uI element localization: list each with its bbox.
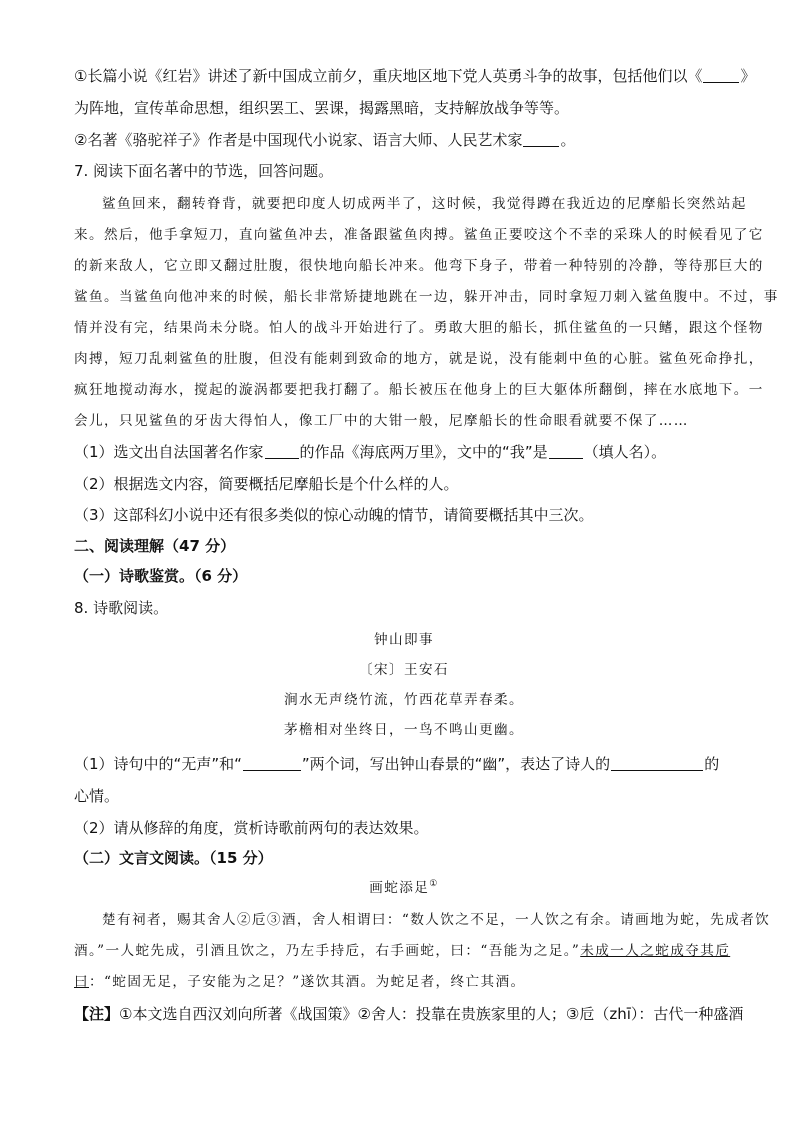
classical-line2-text: 酒。”一人蛇先成，引酒且饮之，乃左手持卮，右手画蛇，曰：“吾能为之足。” xyxy=(74,943,581,959)
q8-sub1-line1 xyxy=(74,754,734,774)
q7-passage-line: 肉搏，短刀乱刺鲨鱼的肚腹，但没有能刺到致命的地方，就是说，没有能刺中鱼的心脏。鲨鱼死命挣扎， xyxy=(74,351,764,367)
classical-title xyxy=(74,878,734,898)
q8-stem: 8. 诗歌阅读。 xyxy=(74,599,169,617)
answer-blank[interactable] xyxy=(265,443,299,459)
q8-sub1-line2: 心情。 xyxy=(74,787,120,805)
answer-blank[interactable] xyxy=(549,443,583,459)
footnote-marker: ① xyxy=(429,879,439,889)
answer-blank[interactable] xyxy=(611,755,703,771)
q7-passage-line: 鲨鱼。当鲨鱼向他冲来的时候，船长非常矫捷地跳在一边，躲开冲击，同时拿短刀刺入鲨鱼腹中。不过，事 xyxy=(74,289,779,305)
q7-sub1 xyxy=(74,442,734,462)
answer-blank[interactable] xyxy=(523,131,559,147)
q8-sub2: （2）请从修辞的角度，赏析诗歌前两句的表达效果。 xyxy=(74,819,429,837)
q7-passage-line: 的新来敌人，它立即又翻过肚腹，很快地向船长冲来。他弯下身子，带着一种特别的冷静，等待那巨大的 xyxy=(74,258,764,274)
q6-item1-line2: 为阵地，宣传革命思想，组织罢工、罢课，揭露黑暗，支持解放战争等等。 xyxy=(74,99,570,117)
q8-sub1-text-a: （1）诗句中的“无声”和“ xyxy=(74,755,242,773)
note-text: ①本文选自西汉刘向所著《战国策》②舍人：投靠在贵族家里的人；③卮（zhī）：古代一种盛酒 xyxy=(119,1005,744,1023)
q7-stem: 7. 阅读下面名著中的节选，回答问题。 xyxy=(74,162,334,180)
q7-passage-line: 会儿，只见鲨鱼的牙齿大得怕人，像工厂中的大钳一般，尼摩船长的性命眼看就要不保了…… xyxy=(74,413,689,429)
classical-line: 楚有祠者，赐其舍人②卮③酒，舍人相谓曰：“数人饮之不足，一人饮之有余。请画地为蛇，先成者饮 xyxy=(102,912,771,928)
q8-sub1-text-b: ”两个词，写出钟山春景的“幽”，表达了诗人的 xyxy=(301,755,611,773)
q6-item1-text: ①长篇小说《红岩》讲述了新中国成立前夕，重庆地区地下党人英勇斗争的故事，包括他们以《 xyxy=(74,67,703,85)
q7-passage-line: 来。然后，他手拿短刀，直向鲨鱼冲去，准备跟鲨鱼肉搏。鲨鱼正要咬这个不幸的采珠人的时候看见了它 xyxy=(74,227,764,243)
poem-line: 茅檐相对坐终日，一鸟不鸣山更幽。 xyxy=(284,722,524,738)
poem-line: 涧水无声绕竹流，竹西花草弄春柔。 xyxy=(284,692,524,708)
q8-sub1-text-c: 的 xyxy=(704,755,720,773)
poem-title: 钟山即事 xyxy=(374,632,434,648)
part2-heading: （二）文言文阅读。（15 分） xyxy=(74,849,273,867)
answer-blank[interactable] xyxy=(703,67,739,83)
q6-item1-close: 》 xyxy=(740,67,756,85)
note-label: 【注】 xyxy=(74,1005,120,1023)
q6-item1-line1 xyxy=(74,66,756,86)
q7-sub1-text-a: （1）选文出自法国著名作家 xyxy=(74,443,264,461)
classical-line xyxy=(74,941,734,961)
q6-item2 xyxy=(74,130,734,150)
q7-passage-line: 疯狂地搅动海水，搅起的漩涡都要把我打翻了。船长被压在他身上的巨大躯体所翻倒，摔在水底地下。一 xyxy=(74,382,764,398)
q7-sub1-text-b: 的作品《海底两万里》，文中的“我”是 xyxy=(299,443,548,461)
part1-heading: （一）诗歌鉴赏。（6 分） xyxy=(74,567,248,585)
classical-line xyxy=(74,972,734,992)
poem-author: 〔宋〕王安石 xyxy=(359,662,449,678)
q7-sub3: （3）这部科幻小说中还有很多类似的惊心动魄的情节，请简要概括其中三次。 xyxy=(74,506,594,524)
classical-line3-text: ：“蛇固无足，子安能为之足？”遂饮其酒。为蛇足者，终亡其酒。 xyxy=(89,974,526,990)
q7-sub2: （2）根据选文内容，简要概括尼摩船长是个什么样的人。 xyxy=(74,475,459,493)
q7-passage-line: 鲨鱼回来，翻转脊背，就要把印度人切成两半了，这时候，我觉得蹲在我近边的尼摩船长突然站起 xyxy=(102,196,747,212)
section-heading: 二、阅读理解（47 分） xyxy=(74,537,236,555)
q7-sub1-text-c: （填人名）。 xyxy=(583,443,667,461)
classical-title-text: 画蛇添足 xyxy=(369,880,430,896)
q6-item2-end: 。 xyxy=(560,131,576,149)
q7-passage-line: 情并没有完，结果尚未分晓。怕人的战斗开始进行了。勇敢大胆的船长，抓住鲨鱼的一只鳍，跟这个怪物 xyxy=(74,320,764,336)
answer-blank[interactable] xyxy=(243,755,301,771)
underlined-sentence-end: 曰 xyxy=(74,974,89,990)
q6-item2-text: ②名著《骆驼祥子》作者是中国现代小说家、语言大师、人民艺术家 xyxy=(74,131,523,149)
annotation-note xyxy=(74,1004,744,1024)
underlined-sentence: 未成一人之蛇成夺其卮 xyxy=(580,943,731,959)
